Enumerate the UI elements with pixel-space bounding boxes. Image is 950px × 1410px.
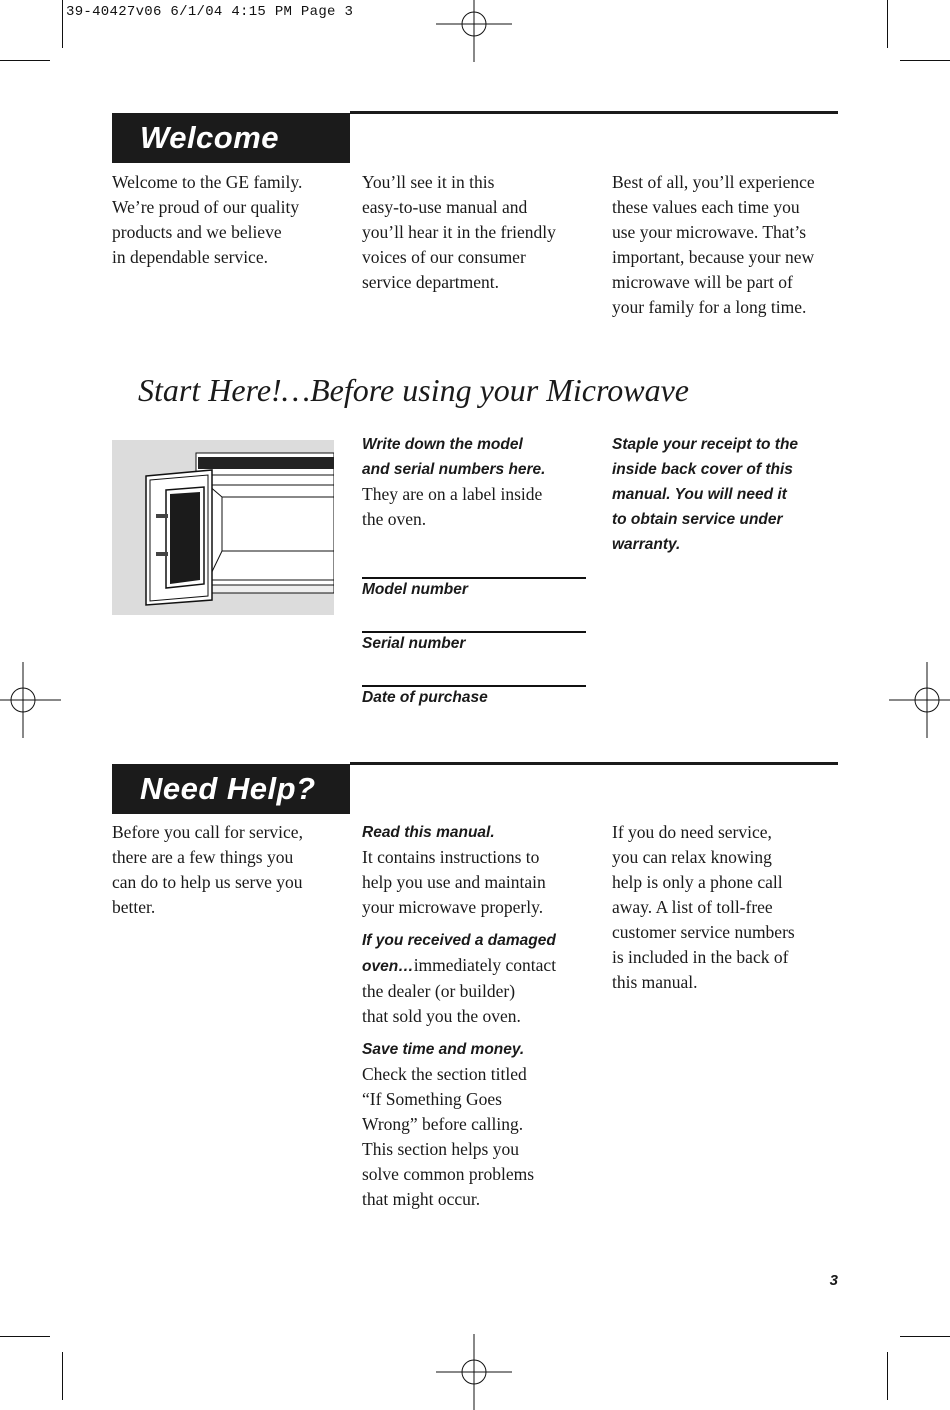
staple-line: to obtain service under xyxy=(612,511,783,528)
text-line: can do to help us serve you xyxy=(112,872,303,892)
text-line: solve common problems xyxy=(362,1164,535,1184)
text-line: important, because your new xyxy=(612,247,815,267)
text-line: voices of our consumer xyxy=(362,247,526,267)
text-line: You’ll see it in this xyxy=(362,172,495,192)
text-line: that might occur. xyxy=(362,1189,481,1209)
need-help-rule xyxy=(350,762,838,765)
text-line: use your microwave. That’s xyxy=(612,222,807,242)
text-line: Wrong” before calling. xyxy=(362,1114,524,1134)
text-line: easy-to-use manual and xyxy=(362,197,528,217)
text-line: you’ll hear it in the friendly xyxy=(362,222,556,242)
help-item-lead: If you received a damaged xyxy=(362,932,556,949)
page-number: 3 xyxy=(829,1272,838,1289)
registration-mark-left xyxy=(0,662,61,738)
staple-line: inside back cover of this xyxy=(612,461,793,478)
help-item-save-time xyxy=(362,1037,556,1212)
help-item-damaged-oven xyxy=(362,928,556,1029)
text-line: This section helps you xyxy=(362,1139,519,1159)
text-line: It contains instructions to xyxy=(362,847,540,867)
text-line: these values each time you xyxy=(612,197,800,217)
write-heading-line: Write down the model xyxy=(362,436,523,453)
text-line: “If Something Goes xyxy=(362,1089,502,1109)
model-number-label: Model number xyxy=(362,581,468,598)
write-text-line: the oven. xyxy=(362,509,427,529)
text-line: the dealer (or builder) xyxy=(362,981,516,1001)
text-line: you can relax knowing xyxy=(612,847,772,867)
text-line: help is only a phone call xyxy=(612,872,783,892)
text-line: in dependable service. xyxy=(112,247,268,267)
welcome-rule xyxy=(350,111,838,114)
text-line: better. xyxy=(112,897,156,917)
welcome-column-3 xyxy=(612,170,815,320)
staple-line: warranty. xyxy=(612,536,681,553)
help-item-lead: oven… xyxy=(362,958,414,975)
serial-number-label: Serial number xyxy=(362,635,466,652)
help-column-3 xyxy=(612,820,795,995)
welcome-banner xyxy=(112,113,350,163)
text-line: products and we believe xyxy=(112,222,282,242)
print-slug: 39-40427v06 6/1/04 4:15 PM Page 3 xyxy=(66,4,354,20)
help-item-lead: Save time and money. xyxy=(362,1041,525,1058)
staple-receipt-block xyxy=(612,432,798,557)
text-line: If you do need service, xyxy=(612,822,772,842)
text-line: that sold you the oven. xyxy=(362,1006,521,1026)
text-line: help you use and maintain xyxy=(362,872,546,892)
help-item-lead: Read this manual. xyxy=(362,824,495,841)
start-here-title: Start Here!…Before using your Microwave xyxy=(138,372,689,408)
text-line: is included in the back of xyxy=(612,947,789,967)
model-number-line[interactable] xyxy=(362,577,586,579)
staple-line: Staple your receipt to the xyxy=(612,436,799,453)
help-item-read-manual xyxy=(362,820,556,920)
write-text-line: They are on a label inside xyxy=(362,484,543,504)
write-heading-line: and serial numbers here. xyxy=(362,461,546,478)
text-line: your family for a long time. xyxy=(612,297,807,317)
help-column-1 xyxy=(112,820,303,920)
text-line: Welcome to the GE family. xyxy=(112,172,303,192)
text-inline: immediately contact xyxy=(413,955,557,975)
text-line: customer service numbers xyxy=(612,922,795,942)
text-line: service department. xyxy=(362,272,500,292)
text-line: Best of all, you’ll experience xyxy=(612,172,815,192)
welcome-column-1 xyxy=(112,170,302,270)
text-line: microwave will be part of xyxy=(612,272,793,292)
microwave-illustration xyxy=(112,440,334,615)
text-line: this manual. xyxy=(612,972,698,992)
welcome-column-2 xyxy=(362,170,556,295)
text-line: We’re proud of our quality xyxy=(112,197,300,217)
date-of-purchase-label: Date of purchase xyxy=(362,689,488,706)
help-column-2 xyxy=(362,820,556,1220)
registration-mark-top xyxy=(436,0,512,62)
text-line: Check the section titled xyxy=(362,1064,527,1084)
text-line: away. A list of toll-free xyxy=(612,897,773,917)
need-help-heading: Need Help? xyxy=(140,771,316,806)
need-help-banner xyxy=(112,764,350,814)
text-line: there are a few things you xyxy=(112,847,294,867)
serial-number-line[interactable] xyxy=(362,631,586,633)
text-line: Before you call for service, xyxy=(112,822,303,842)
text-line: your microwave properly. xyxy=(362,897,544,917)
staple-line: manual. You will need it xyxy=(612,486,787,503)
registration-mark-bottom xyxy=(436,1334,512,1410)
registration-mark-right xyxy=(889,662,950,738)
write-down-block xyxy=(362,432,546,532)
welcome-heading: Welcome xyxy=(140,120,280,155)
date-of-purchase-line[interactable] xyxy=(362,685,586,687)
